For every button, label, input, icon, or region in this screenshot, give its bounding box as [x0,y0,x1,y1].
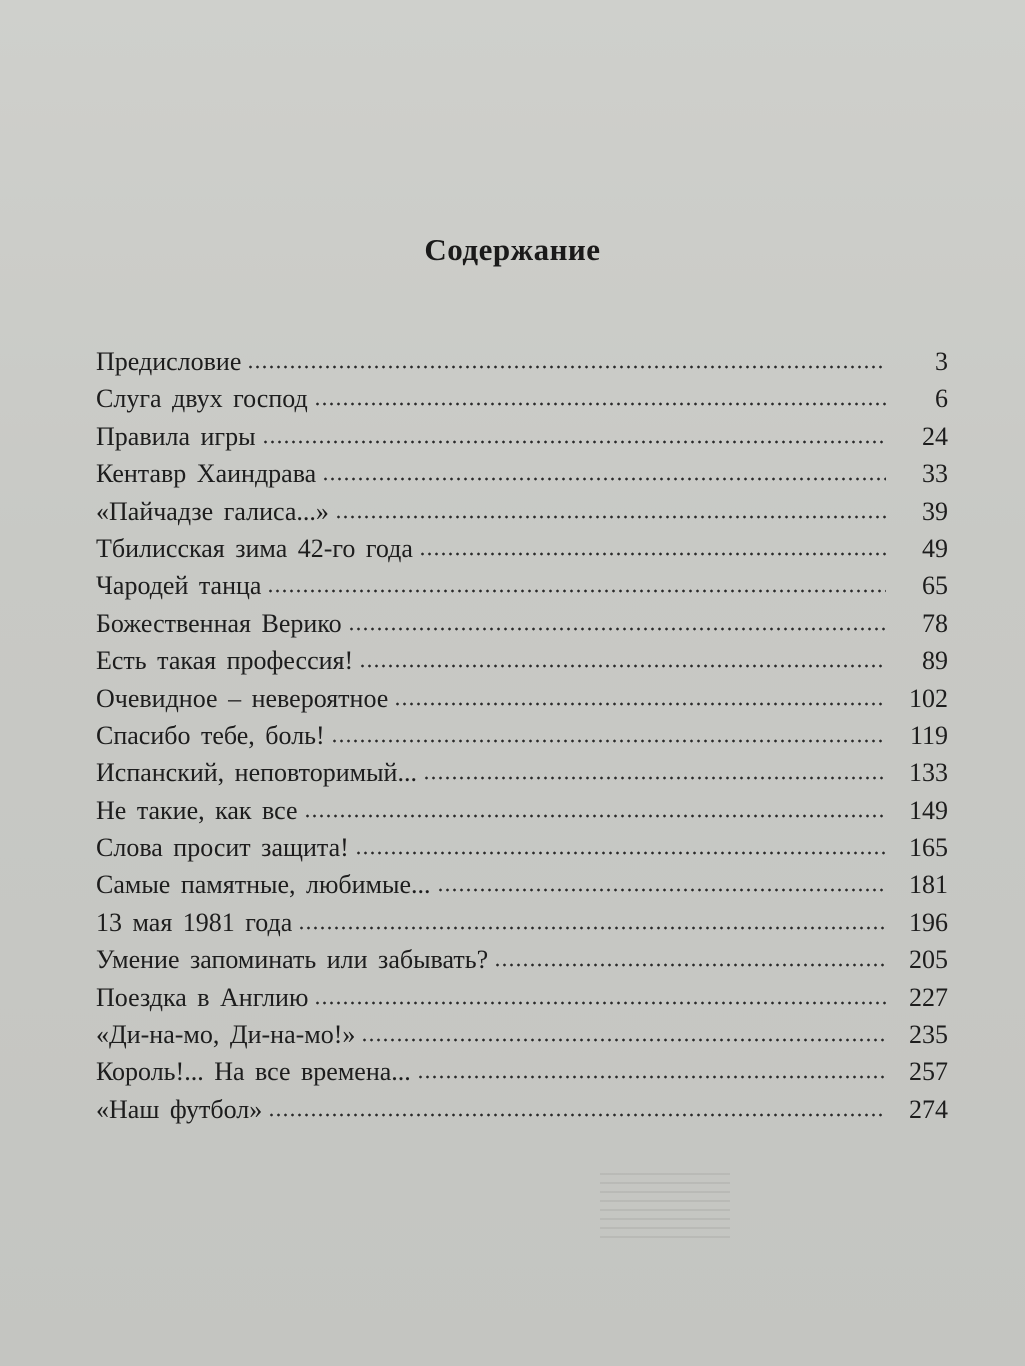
dot-leader [423,775,886,781]
toc-entry [96,343,948,380]
toc-entry [96,1091,948,1128]
toc-entry-page: 49 [922,533,948,563]
page-title: Содержание [424,232,601,267]
toc-entry-page: 89 [922,646,948,676]
toc-entry [96,455,948,492]
dot-leader [417,1074,886,1080]
toc-entry-page: 165 [909,833,948,863]
toc-entry [96,530,948,567]
toc-entry-title: Правила игры [96,421,256,451]
toc-entry [96,605,948,642]
toc-entry-title: Самые памятные, любимые... [96,870,431,900]
toc-entry-page: 235 [909,1020,948,1050]
toc-entry [96,904,948,941]
toc-entry [96,1016,948,1053]
toc-entry-page: 78 [922,608,948,638]
toc-entry-title: «Наш футбол» [96,1094,263,1124]
toc-entry [96,380,948,417]
toc-entry-title: Слуга двух господ [96,384,308,414]
toc-entry-title: Умение запоминать или забывать? [96,945,489,975]
toc-entry-title: Не такие, как все [96,795,298,825]
dot-leader [419,551,886,557]
dot-leader [268,1112,886,1118]
toc-entry-page: 149 [909,795,948,825]
toc-entry [96,941,948,978]
toc-entry-title: 13 мая 1981 года [96,907,293,937]
toc-entry-page: 102 [909,683,948,713]
toc-entry-page: 33 [922,459,948,489]
toc-entry [96,567,948,604]
toc-entry-page: 205 [909,945,948,975]
dot-leader [494,962,886,968]
toc-entry [96,680,948,717]
toc-entry-page: 196 [909,907,948,937]
toc-entry-title: Тбилисская зима 42-го года [96,533,413,563]
toc-entry-title: Слова просит защита! [96,833,349,863]
dot-leader [437,887,887,893]
dot-leader [359,663,886,669]
toc-entry-page: 6 [935,384,948,414]
toc-entry [96,418,948,455]
dot-leader [335,514,886,520]
toc-entry-page: 39 [922,496,948,526]
toc-entry-title: «Ди-на-мо, Ди-на-мо!» [96,1020,356,1050]
dot-leader [348,626,886,632]
toc-entry-title: Спасибо тебе, боль! [96,720,325,750]
toc-entry [96,1053,948,1090]
toc-entry-page: 227 [909,982,948,1012]
dot-leader [262,439,886,445]
toc-entry [96,493,948,530]
toc-entry-title: Предисловие [96,347,242,376]
dot-leader [304,813,886,819]
dot-leader [267,588,886,594]
toc-entry [96,866,948,903]
toc-entry-title: Божественная Верико [96,608,342,638]
dot-leader [331,738,886,744]
toc-entry [96,792,948,829]
dot-leader [314,1000,886,1006]
dot-leader [314,401,886,407]
toc-entry-title: Чародей танца [96,571,262,601]
toc-entry [96,642,948,679]
toc-entry-title: Есть такая профессия! [96,646,354,676]
faded-stamp-mark [600,1168,730,1238]
toc-entry-page: 24 [922,421,948,451]
dot-leader [298,925,886,931]
toc-entry-page: 119 [909,720,948,750]
toc-entry-title: «Пайчадзе галиса...» [96,496,329,526]
toc-entry-page: 257 [909,1057,948,1087]
toc-entry-page: 274 [909,1094,948,1124]
toc-entry-title: Король!... На все времена... [96,1057,411,1087]
toc-entry-title: Очевидное – невероятное [96,683,389,713]
toc-entry [96,829,948,866]
toc-entry [96,754,948,791]
dot-leader [394,701,886,707]
dot-leader [355,850,886,856]
toc-entry [96,717,948,754]
dot-leader [361,1037,886,1043]
toc-entry-title: Поездка в Англию [96,982,309,1012]
toc-entry-page: 65 [922,571,948,601]
toc-entry-title: Кентавр Хаиндрава [96,459,317,489]
toc-entry-page: 3 [935,347,948,376]
dot-leader [322,476,886,482]
toc-entry-page: 181 [909,870,948,900]
toc-entry-title: Испанский, неповторимый... [96,758,417,788]
dot-leader [247,364,886,370]
table-of-contents [96,343,948,1128]
toc-entry [96,979,948,1016]
toc-entry-page: 133 [909,758,948,788]
